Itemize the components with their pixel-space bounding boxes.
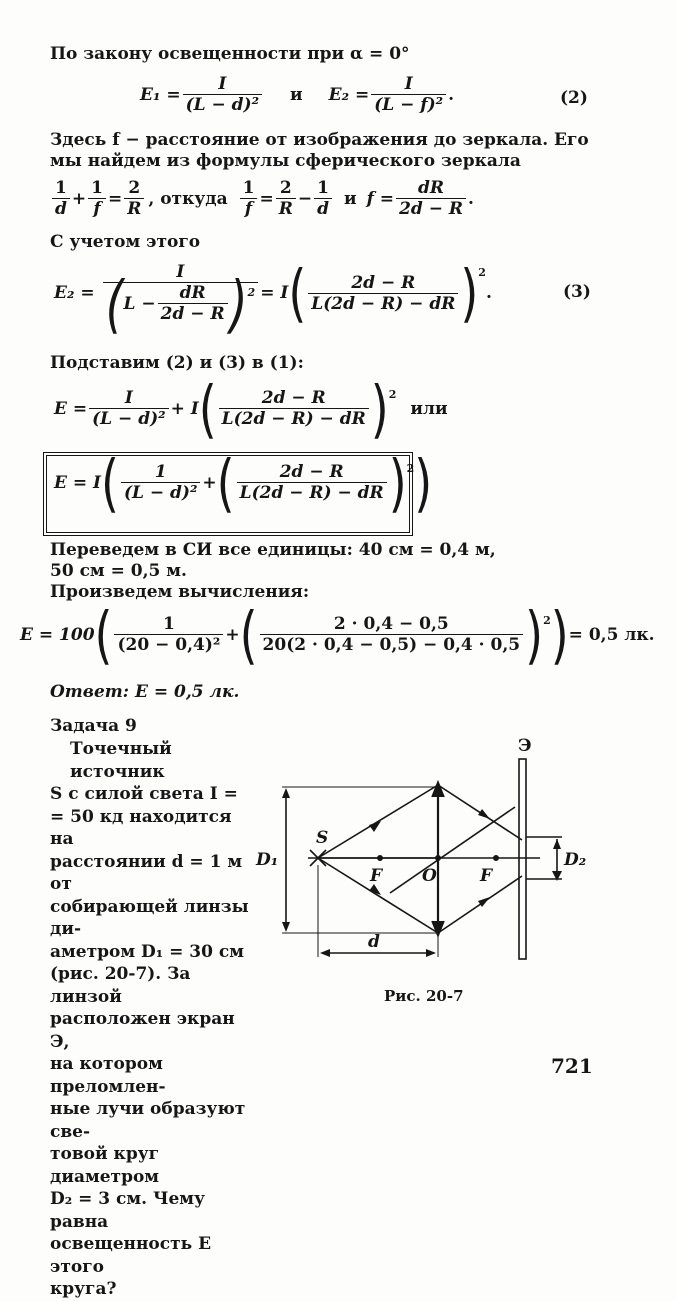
m-f2-num: 1 — [88, 178, 106, 199]
ray-upper-in — [318, 785, 438, 858]
task-line: собирающей линзы ди- — [50, 896, 249, 939]
d2-arrowhead-top — [553, 839, 561, 849]
num-den: (20 − 0,4)² — [117, 635, 221, 655]
substitute-text: Подставим (2) и (3) в (1): — [50, 353, 304, 373]
num-pnum: 2 · 0,4 − 0,5 — [260, 614, 524, 635]
eq3-eqI: = I — [260, 283, 289, 303]
num-lhs: E = 100 — [20, 624, 95, 645]
eq3-num: I — [103, 262, 259, 283]
m-f5-den: R — [278, 199, 293, 219]
box-pnum: 2d − R — [237, 462, 387, 483]
task-line: аметром D₁ = 30 см — [50, 941, 245, 962]
sum-pden: L(2d − R) − dR — [221, 409, 366, 429]
compute-text: Произведем вычисления: — [50, 582, 310, 602]
lens-bottom-arrow — [432, 921, 444, 936]
focus-left-label: F — [370, 866, 383, 886]
m-f1-num: 1 — [52, 178, 70, 199]
m-plus: + — [71, 188, 87, 209]
e1-lhs: E₁ = — [140, 84, 181, 105]
eq3-inner-den: 2d − R — [160, 304, 225, 324]
m-f4-num: 1 — [240, 178, 258, 199]
d1-label: D₁ — [256, 850, 279, 870]
focus-point-left — [377, 855, 383, 861]
si-line2: 50 см = 0,5 м. — [50, 561, 187, 581]
lens-diagram — [250, 735, 587, 975]
e2-den: (L − f)² — [374, 95, 444, 115]
eq3-pnum: 2d − R — [308, 273, 458, 294]
intro-text: По закону освещенности при α = 0° — [50, 44, 410, 64]
center-label: O — [422, 866, 437, 886]
auxiliary-axis — [390, 807, 515, 893]
text-f-line2: мы найдем из формулы сферического зеркала — [50, 151, 521, 171]
task-line: S с силой света I = — [50, 784, 238, 804]
sum-lhs: E = — [54, 398, 88, 419]
sum-sq: 2 — [388, 388, 397, 401]
focus-point-right — [493, 855, 499, 861]
m-f6-num: 1 — [314, 178, 332, 199]
sum-den: (L − d)² — [92, 409, 166, 429]
e2-num: I — [371, 74, 446, 95]
num-sq: 2 — [543, 614, 551, 627]
task-line: (рис. 20-7). За линзой — [50, 964, 191, 1007]
box-num: 1 — [121, 462, 200, 483]
sum-or: или — [410, 398, 448, 419]
equation-numeric: E = 100 ( $\frac{1}{\text{(20 − 0,4)²}}$ + ( $\frac{2 \cdot 0,4 - 0,5}{20(2 \cdot 0,4 - 0,5) - 0,4 \cdot 0,5}$ ) 2 ) = 0,5 лк. — [20, 598, 655, 671]
eq2-tail: . — [448, 84, 455, 105]
equation-3: E₂ = I ( L − $\frac{dR}{2d - R}$ ) 2 = I ( $\frac{2d - R}{L(2d - R) - dR}$ ) 2 . — [54, 256, 492, 340]
si-line1: Переведем в СИ все единицы: 40 см = 0,4 м, — [50, 540, 496, 560]
task-text — [50, 738, 255, 1301]
equation-2-label: (2) — [560, 88, 588, 108]
answer-label: Ответ: — [50, 682, 130, 702]
m-minus: − — [297, 188, 313, 209]
answer-value: E = 0,5 лк. — [134, 682, 240, 702]
task-line: = 50 кд находится на — [50, 806, 232, 849]
eq3-inner-num: dR — [158, 283, 228, 304]
lens-center-point — [435, 855, 441, 861]
eq3-sq: 2 — [478, 266, 486, 279]
d-arrowhead-right — [426, 949, 436, 957]
box-den: (L − d)² — [123, 483, 198, 503]
task-line: D₂ = 3 см. Чему равна — [50, 1189, 205, 1232]
m-f4-den: f — [244, 199, 253, 219]
text-f-line1: Здесь f − расстояние от изображения до зеркала. Его — [50, 130, 589, 150]
d1-arrowhead-bottom — [282, 922, 290, 932]
answer-line — [50, 682, 239, 702]
d-label: d — [368, 932, 380, 952]
m-f7-den: 2d − R — [399, 199, 463, 219]
mirror-formula — [50, 178, 474, 219]
sum-num: I — [89, 388, 168, 409]
m-f5-num: 2 — [276, 178, 296, 199]
sum-plusI: + I — [170, 398, 199, 419]
d-arrowhead-left — [320, 949, 330, 957]
source-label: S — [316, 828, 329, 848]
equation-boxed: E = I ( $\frac{1}{\text{(L − d)²}}$ + ( $\frac{2d - R}{L(2d - R) - dR}$ ) 2 ) — [54, 446, 433, 519]
eq3-tail: . — [485, 283, 492, 303]
m-f2-den: f — [93, 199, 101, 219]
m-f1-den: d — [55, 199, 67, 219]
task-line: круга? — [50, 1279, 117, 1299]
focus-right-label: F — [480, 866, 493, 886]
box-pden: L(2d − R) − dR — [239, 483, 384, 503]
m-f6-den: d — [317, 199, 329, 219]
num-num: 1 — [114, 614, 223, 635]
and-word: и — [290, 84, 303, 105]
box-lhs: E = I — [54, 472, 101, 493]
m-f3-den: R — [127, 199, 142, 219]
e1-num: I — [183, 74, 262, 95]
num-plus: + — [225, 624, 240, 645]
num-pden: 20(2 · 0,4 − 0,5) − 0,4 · 0,5 — [262, 635, 521, 655]
task-line: расстоянии d = 1 м от — [50, 851, 243, 894]
eq3-inner-sq: 2 — [247, 286, 256, 299]
m-f3-num: 2 — [124, 178, 144, 199]
screen — [519, 759, 526, 959]
equation-3-label: (3) — [563, 282, 591, 302]
eq3-inner-L: L − — [123, 293, 156, 314]
page-number: 721 — [551, 1054, 593, 1078]
task-line: расположен экран Э, — [50, 1009, 235, 1052]
m-eq: = — [107, 188, 123, 209]
task-line: освещенность E этого — [50, 1234, 212, 1277]
e2-lhs: E₂ = — [328, 84, 370, 105]
task-title: Задача 9 — [50, 716, 137, 736]
d1-arrowhead-top — [282, 788, 290, 798]
m-eq2: = — [259, 188, 274, 209]
task-line: ные лучи образуют све- — [50, 1099, 246, 1142]
ray-upper-out-arrowhead — [478, 809, 490, 819]
m-and: и — [343, 188, 357, 209]
box-sq: 2 — [406, 462, 415, 475]
num-result: = 0,5 лк. — [568, 624, 655, 645]
task-line: на котором преломлен- — [50, 1054, 166, 1097]
lens-top-arrow — [432, 782, 444, 797]
task-line: Точечный источник — [70, 739, 172, 782]
sum-pnum: 2d − R — [219, 388, 369, 409]
task-line: товой круг диаметром — [50, 1144, 160, 1187]
m-end: . — [468, 188, 474, 209]
m-whence: , откуда — [148, 188, 228, 209]
eq3-lhs: E₂ = — [54, 283, 95, 303]
with-this-text: С учетом этого — [50, 232, 201, 252]
equation-sum: E = $\frac{I}{\text{(L − d)²}}$ + I ( $\frac{2d - R}{L(2d - R) - dR}$ ) 2 или — [54, 372, 448, 445]
m-f7-num: dR — [396, 178, 466, 199]
e1-den: (L − d)² — [185, 95, 260, 115]
equation-2 — [140, 74, 454, 115]
m-f-lhs: f = — [366, 188, 395, 209]
screen-label: Э — [518, 736, 532, 756]
d2-label: D₂ — [564, 850, 587, 870]
figure-caption: Рис. 20-7 — [384, 987, 464, 1005]
box-plus: + — [202, 472, 217, 493]
eq3-pden: L(2d − R) − dR — [311, 293, 456, 314]
